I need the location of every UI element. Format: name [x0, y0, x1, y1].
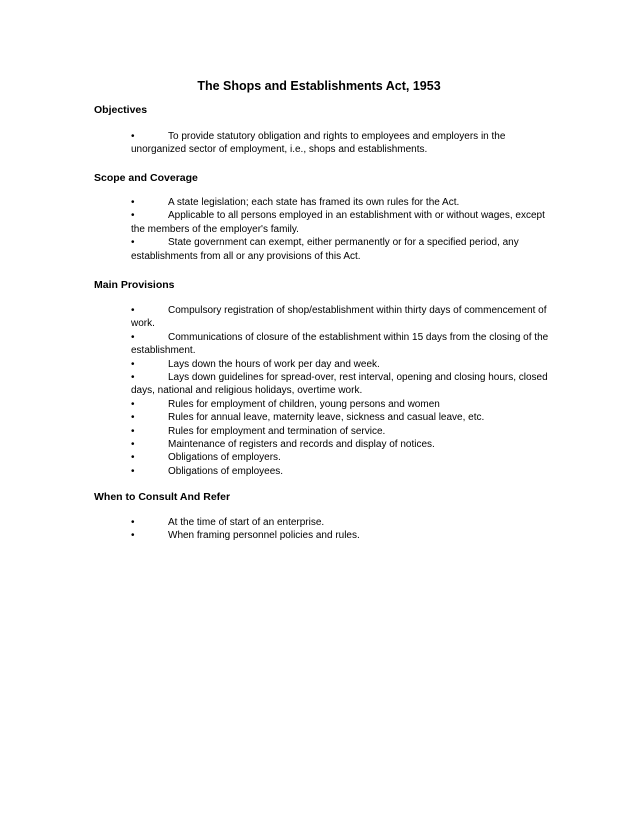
list-item-text: Applicable to all persons employed in an establishment with or without wages, except the members of the employer's family.	[131, 210, 545, 235]
list-item-text: Rules for employment and termination of service.	[168, 425, 386, 437]
list-item-text: Communications of closure of the establishment within 15 days from the closing of the establishment.	[131, 331, 549, 357]
list-item-text: Lays down guidelines for spread-over, rest interval, opening and closing hours, closed days, national and religious holidays, overtime work.	[131, 372, 548, 397]
bullet-icon: •	[131, 425, 135, 437]
list-item	[131, 516, 561, 529]
bullet-icon: •	[131, 412, 135, 424]
bullet-icon: •	[131, 465, 135, 477]
bullet-icon: •	[131, 439, 135, 451]
list-item-text: Rules for employment of children, young persons and women	[168, 398, 440, 410]
section-heading-when-to-consult: When to Consult And Refer	[94, 491, 231, 503]
when-to-consult-list	[131, 516, 561, 543]
list-item	[131, 529, 561, 542]
bullet-icon: •	[131, 358, 135, 370]
bullet-icon: •	[131, 197, 135, 208]
list-item-text: When framing personnel policies and rules.	[168, 530, 360, 542]
list-item	[131, 425, 561, 438]
list-item	[131, 331, 561, 358]
main-provisions-list	[131, 304, 561, 478]
list-item-text: Rules for annual leave, maternity leave, sickness and casual leave, etc.	[168, 412, 485, 424]
list-item-text: Obligations of employees.	[168, 465, 284, 477]
list-item	[131, 209, 561, 236]
section-heading-main-provisions: Main Provisions	[94, 279, 175, 291]
bullet-icon: •	[131, 131, 135, 142]
list-item	[131, 304, 561, 331]
list-item	[131, 371, 561, 398]
list-item	[131, 411, 561, 424]
list-item-text: State government can exempt, either permanently or for a specified period, any establishments from all or any provisions of this Act.	[131, 237, 519, 262]
bullet-icon: •	[131, 331, 135, 343]
bullet-icon: •	[131, 398, 135, 410]
document-title: The Shops and Establishments Act, 1953	[197, 79, 441, 93]
list-item-text: To provide statutory obligation and rights to employees and employers in the unorganized sector of employment, i.e., shops and establishments.	[131, 131, 506, 156]
list-item-text: At the time of start of an enterprise.	[168, 517, 325, 528]
list-item	[131, 438, 561, 451]
list-item-text: Compulsory registration of shop/establishment within thirty days of commencement of work.	[131, 305, 547, 330]
section-heading-scope-and-coverage: Scope and Coverage	[94, 172, 198, 184]
list-item	[131, 398, 561, 411]
list-item	[131, 451, 561, 464]
list-item-text: Maintenance of registers and records and display of notices.	[168, 439, 435, 451]
section-heading-objectives: Objectives	[94, 104, 148, 116]
list-item	[131, 236, 561, 263]
list-item	[131, 130, 561, 157]
list-item-text: Obligations of employers.	[168, 452, 281, 464]
scope-and-coverage-list	[131, 196, 561, 263]
bullet-icon: •	[131, 210, 135, 222]
list-item-text: Lays down the hours of work per day and week.	[168, 358, 380, 370]
list-item-text: A state legislation; each state has framed its own rules for the Act.	[168, 197, 460, 208]
list-item	[131, 358, 561, 371]
list-item	[131, 465, 561, 478]
bullet-icon: •	[131, 237, 135, 249]
bullet-icon: •	[131, 372, 135, 384]
bullet-icon: •	[131, 530, 135, 542]
list-item	[131, 196, 561, 209]
bullet-icon: •	[131, 305, 135, 316]
bullet-icon: •	[131, 452, 135, 464]
bullet-icon: •	[131, 517, 135, 528]
objectives-list	[131, 130, 561, 157]
